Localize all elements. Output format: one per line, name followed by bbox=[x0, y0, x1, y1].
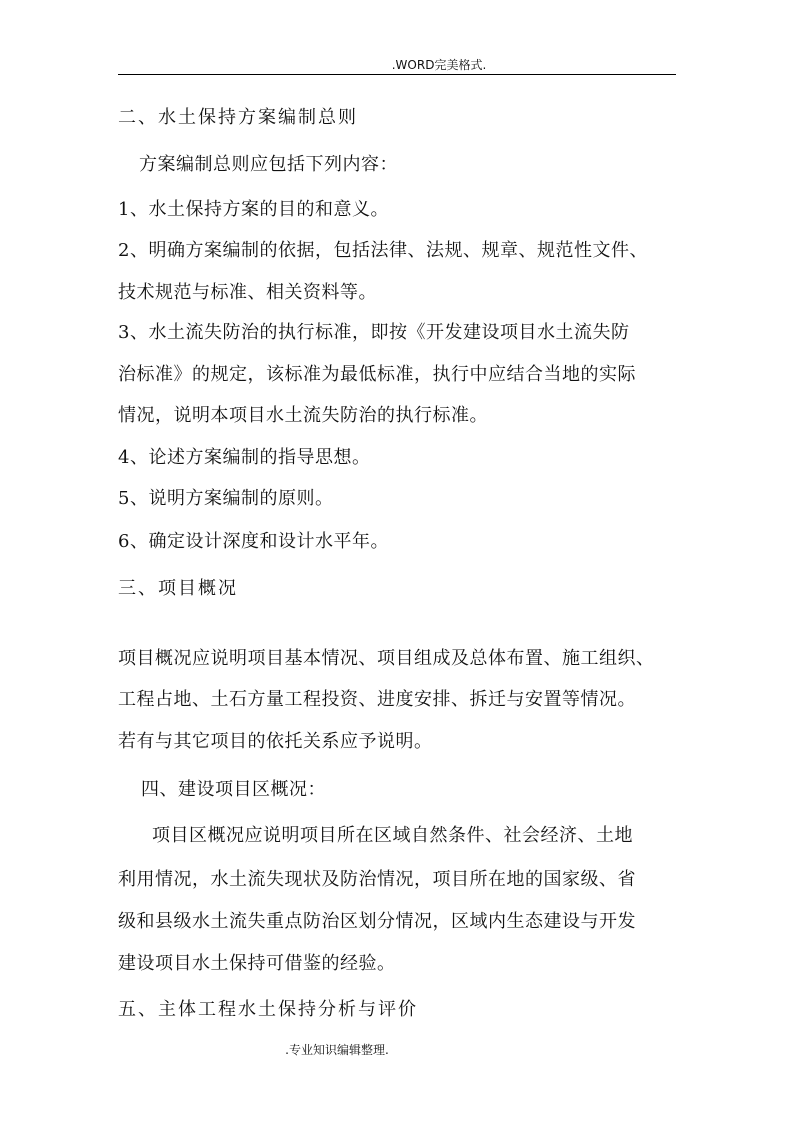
paragraph-line: 利用情况，水土流失现状及防治情况，项目所在地的国家级、省 bbox=[118, 869, 636, 890]
list-item-6: 6、确定设计深度和设计水平年。 bbox=[118, 531, 389, 552]
list-item-3-cont: 治标准》的规定，该标准为最低标准，执行中应结合当地的实际 bbox=[118, 364, 636, 385]
list-item-3-cont: 情况，说明本项目水土流失防治的执行标准。 bbox=[118, 405, 488, 426]
paragraph-line: 项目概况应说明项目基本情况、项目组成及总体布置、施工组织、 bbox=[118, 648, 655, 669]
footer-text: .专业知识编辑整理. bbox=[285, 1043, 389, 1057]
list-item-2-cont: 技术规范与标准、相关资料等。 bbox=[118, 282, 377, 303]
section-heading-2: 二、水土保持方案编制总则 bbox=[118, 107, 358, 128]
header-text: .WORD完美格式. bbox=[391, 58, 487, 72]
list-item-2: 2、明确方案编制的依据，包括法律、法规、规章、规范性文件、 bbox=[118, 240, 648, 261]
list-item-1: 1、水土保持方案的目的和意义。 bbox=[118, 199, 389, 220]
paragraph-line: 若有与其它项目的依托关系应予说明。 bbox=[118, 731, 433, 752]
list-item-5: 5、说明方案编制的原则。 bbox=[118, 488, 334, 509]
paragraph-line: 项目区概况应说明项目所在区域自然条件、社会经济、土地 bbox=[152, 825, 633, 846]
list-item-4: 4、论述方案编制的指导思想。 bbox=[118, 447, 371, 468]
paragraph-line: 方案编制总则应包括下列内容： bbox=[139, 154, 398, 175]
paragraph-line: 建设项目水土保持可借鉴的经验。 bbox=[118, 953, 396, 974]
section-heading-4: 四、建设项目区概况： bbox=[141, 779, 326, 800]
section-heading-5: 五、主体工程水土保持分析与评价 bbox=[118, 999, 418, 1020]
paragraph-line: 级和县级水土流失重点防治区划分情况，区域内生态建设与开发 bbox=[118, 911, 636, 932]
section-heading-3: 三、项目概况 bbox=[118, 578, 238, 599]
page-footer bbox=[0, 1042, 794, 1058]
paragraph-line: 工程占地、土石方量工程投资、进度安排、拆迁与安置等情况。 bbox=[118, 689, 636, 710]
list-item-3: 3、水土流失防治的执行标准，即按《开发建设项目水土流失防 bbox=[118, 322, 630, 343]
page-header bbox=[118, 56, 676, 75]
